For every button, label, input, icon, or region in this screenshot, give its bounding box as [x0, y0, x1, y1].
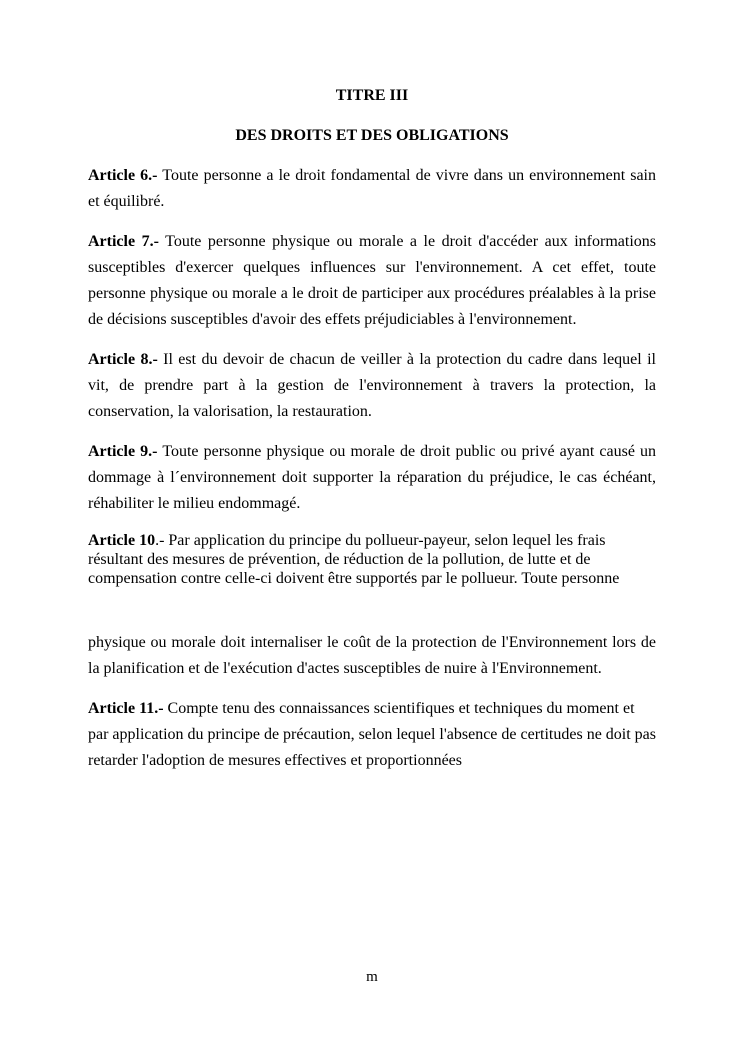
article-10-text: .- Par application du principe du pollueur-payeur, selon lequel les frais résultant des mesures de prévention, de réduction de la pollution, de lutte et de compensation contre celle-ci doivent être supportés par le pollueur. Toute personne — [88, 532, 620, 587]
article-8-text: Il est du devoir de chacun de veiller à la protection du cadre dans lequel il vit, de prendre part à la gestion de l'environnement à travers la protection, la conservation, la valorisation, la restauration. — [88, 351, 656, 420]
article-7-text: Toute personne physique ou morale a le droit d'accéder aux informations susceptibles d'exercer quelques influences sur l'environnement. A cet effet, toute personne physique ou morale a le droit de participer aux procédures préalables à la prise de décisions susceptibles d'avoir des effets préjudiciables à l'environnement. — [88, 233, 657, 328]
article-8-label: Article 8.- — [88, 351, 158, 368]
document-content — [88, 83, 656, 788]
article-9-paragraph — [88, 439, 656, 517]
article-10-paragraph — [88, 531, 656, 588]
article-11-label: Article 11.- — [88, 700, 164, 717]
article-7-label: Article 7.- — [88, 233, 159, 250]
article-9-label: Article 9.- — [88, 443, 158, 460]
document-title: TITRE III — [335, 87, 409, 104]
article-11-text: Compte tenu des connaissances scientifiques et techniques du moment et par application du principe de précaution, selon lequel l'absence de certitudes ne doit pas retarder l'adoption de mesures effectives et proportionnées — [88, 700, 657, 769]
article-6-label: Article 6.- — [88, 167, 158, 184]
page-footer: m — [366, 969, 378, 985]
article-10-continuation-text: physique ou morale doit internaliser le coût de la protection de l'Environnement lors de la planification et de l'exécution d'actes susceptibles de nuire à l'Environnement. — [88, 634, 656, 677]
article-10-continuation-paragraph — [88, 630, 656, 682]
article-6-paragraph — [88, 163, 656, 215]
article-7-paragraph — [88, 229, 656, 333]
article-10-label: Article 10 — [88, 532, 156, 549]
article-6-text: Toute personne a le droit fondamental de vivre dans un environnement sain et équilibré. — [88, 167, 657, 210]
document-subtitle: DES DROITS ET DES OBLIGATIONS — [235, 127, 509, 144]
article-11-paragraph — [88, 696, 656, 774]
article-9-text: Toute personne physique ou morale de droit public ou privé ayant causé un dommage à l´environnement doit supporter la réparation du préjudice, le cas échéant, réhabiliter le milieu endommagé. — [88, 443, 657, 512]
article-8-paragraph — [88, 347, 656, 425]
